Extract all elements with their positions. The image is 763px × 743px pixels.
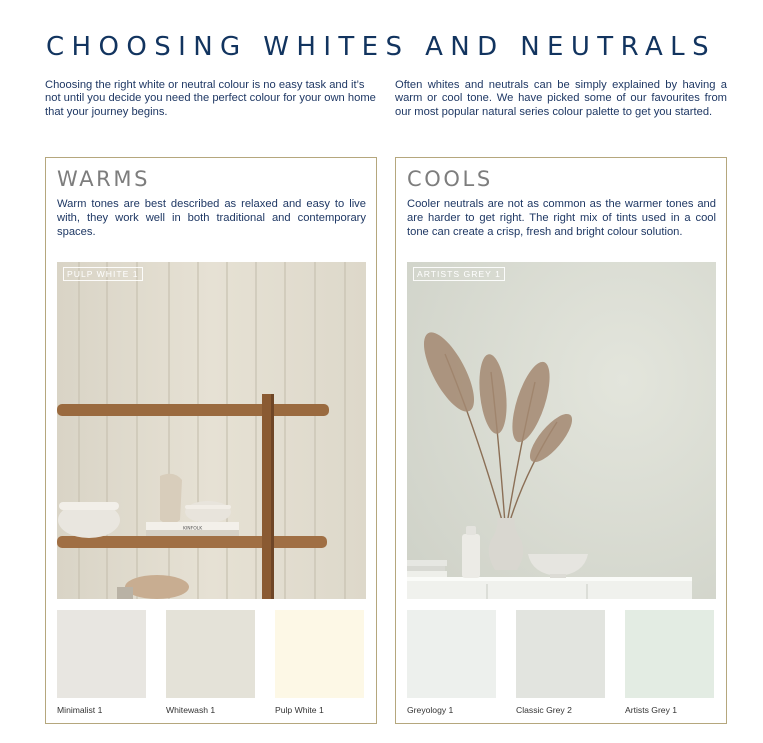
cools-card xyxy=(395,157,727,724)
swatch-label-whitewash-1: Whitewash 1 xyxy=(166,705,216,715)
swatch-artists-grey-1 xyxy=(625,610,714,698)
pampas-vase-illustration xyxy=(407,262,716,599)
swatch-label-greyology-1: Greyology 1 xyxy=(407,705,454,715)
cools-photo xyxy=(407,262,716,599)
intro-left-paragraph: Choosing the right white or neutral colour is no easy task and it’s not until you decide you need the perfect colour for your own home that your journey begins. xyxy=(45,79,376,118)
intro-right-paragraph: Often whites and neutrals can be simply explained by having a warm or cool tone. We have picked some of our favourites from our most popular natural series colour palette to get you started. xyxy=(395,79,727,118)
swatch-label-pulp-white-1: Pulp White 1 xyxy=(275,705,324,715)
cools-heading: COOLS xyxy=(407,167,493,191)
shelf-scene-illustration xyxy=(57,262,366,599)
swatch-whitewash-1 xyxy=(166,610,255,698)
swatch-pulp-white-1 xyxy=(275,610,364,698)
warms-card xyxy=(45,157,377,724)
cools-photo-tag: ARTISTS GREY 1 xyxy=(413,267,505,281)
swatch-greyology-1 xyxy=(407,610,496,698)
warms-heading: WARMS xyxy=(57,167,151,191)
page-title: CHOOSING WHITES AND NEUTRALS xyxy=(46,32,716,62)
cools-description: Cooler neutrals are not as common as the warmer tones and are harder to get right. The right mix of tints used in a cool tone can create a crisp, fresh and bright colour solution. xyxy=(407,198,716,239)
book-title: KINFOLK xyxy=(183,526,203,532)
swatch-classic-grey-2 xyxy=(516,610,605,698)
swatch-label-artists-grey-1: Artists Grey 1 xyxy=(625,705,678,715)
swatch-minimalist-1 xyxy=(57,610,146,698)
swatch-label-classic-grey-2: Classic Grey 2 xyxy=(516,705,572,715)
warms-description: Warm tones are best described as relaxed and easy to live with, they work well in both traditional and contemporary spaces. xyxy=(57,198,366,239)
warms-photo xyxy=(57,262,366,599)
swatch-label-minimalist-1: Minimalist 1 xyxy=(57,705,103,715)
warms-photo-tag: PULP WHITE 1 xyxy=(63,267,143,281)
